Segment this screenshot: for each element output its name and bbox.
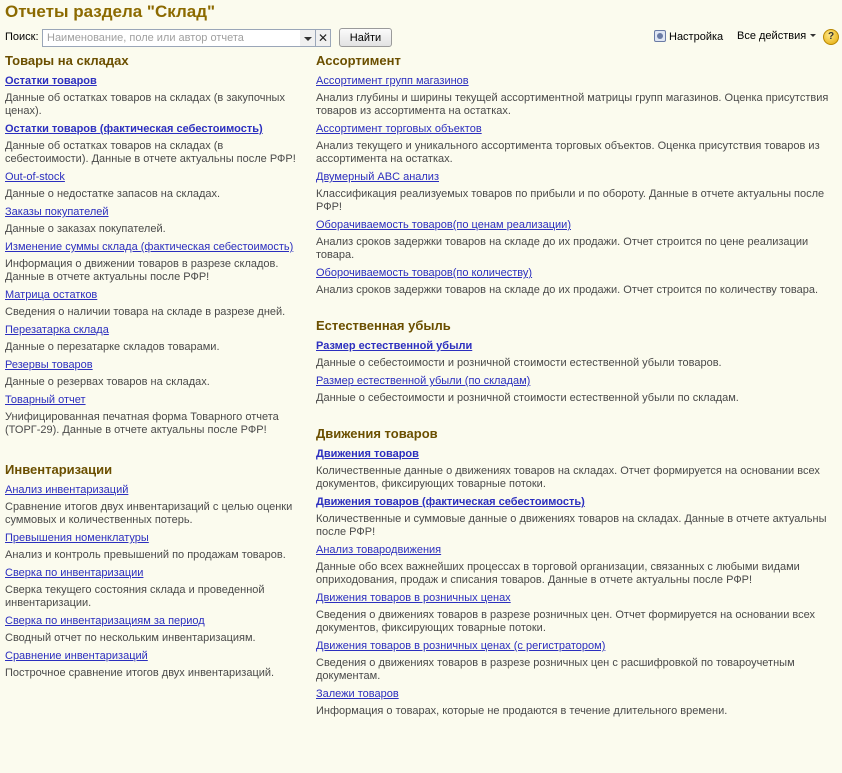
report-item [316, 539, 836, 587]
report-section [5, 52, 300, 437]
report-description: Построчное сравнение итогов двух инвентаризаций. [5, 667, 275, 679]
report-description: Данные о себестоимости и розничной стоимости естественной убыли товаров. [316, 357, 722, 369]
report-description: Сведения о движениях товаров в разрезе розничных цен с расшифровкой по товароучетным документам. [316, 657, 795, 682]
report-link[interactable]: Остатки товаров [5, 75, 97, 87]
report-description: Информация о товарах, которые не продаются в течение длительного времени. [316, 705, 728, 717]
report-link[interactable]: Ассортимент групп магазинов [316, 75, 469, 87]
report-item [316, 262, 836, 297]
chevron-down-icon [810, 34, 816, 37]
report-description: Данные об остатках товаров на складах (в закупочных ценах). [5, 92, 285, 117]
find-button[interactable]: Найти [339, 28, 392, 47]
report-item [316, 118, 836, 166]
report-item [5, 236, 300, 284]
report-link[interactable]: Сравнение инвентаризаций [5, 650, 148, 662]
clear-search-button[interactable]: ✕ [316, 29, 331, 47]
report-item [5, 645, 300, 680]
report-description: Анализ глубины и ширины текущей ассортиментной матрицы групп магазинов. Оценка присутствия товаров из ассортимента на остатках. [316, 92, 829, 117]
report-item [316, 683, 836, 718]
report-link[interactable]: Оборачиваемость товаров(по ценам реализации) [316, 219, 571, 231]
search-input[interactable] [42, 29, 302, 47]
report-link[interactable]: Остатки товаров (фактическая себестоимость) [5, 123, 263, 135]
report-item [5, 284, 300, 319]
report-item [5, 354, 300, 389]
report-link[interactable]: Сверка по инвентаризациям за период [5, 615, 205, 627]
report-link[interactable]: Движения товаров в розничных ценах (с регистратором) [316, 640, 606, 652]
report-link[interactable]: Изменение суммы склада (фактическая себестоимость) [5, 241, 294, 253]
report-link[interactable]: Ассортимент торговых объектов [316, 123, 482, 135]
report-link[interactable]: Заказы покупателей [5, 206, 109, 218]
report-description: Количественные и суммовые данные о движениях товаров на складах. Данные в отчете актуальны после РФР! [316, 513, 827, 538]
report-link[interactable]: Резервы товаров [5, 359, 93, 371]
report-link[interactable]: Залежи товаров [316, 688, 399, 700]
report-description: Данные об остатках товаров на складах (в себестоимости). Данные в отчете актуальны после РФР! [5, 140, 296, 165]
report-link[interactable]: Размер естественной убыли (по складам) [316, 375, 531, 387]
report-description: Сведения о движениях товаров в разрезе розничных цен. Отчет формируется на основании всех документов, фиксирующих товарные потоки. [316, 609, 815, 634]
report-item [316, 635, 836, 683]
search-history-dropdown-button[interactable] [300, 29, 316, 47]
all-actions-label: Все действия [737, 30, 807, 42]
report-item [316, 370, 836, 405]
report-item [316, 70, 836, 118]
help-icon[interactable]: ? [823, 29, 839, 45]
report-link[interactable]: Двумерный ABC анализ [316, 171, 439, 183]
report-description: Данные о перезатарке складов товарами. [5, 341, 220, 353]
report-description: Данные о себестоимости и розничной стоимости естественной убыли по складам. [316, 392, 739, 404]
report-description: Анализ сроков задержки товаров на складе до их продажи. Отчет строится по цене реализации товара. [316, 236, 809, 261]
report-item [5, 527, 300, 562]
report-item [5, 562, 300, 610]
report-description: Анализ текущего и уникального ассортимента торговых объектов. Оценка присутствия товаров из ассортимента на остатках. [316, 140, 820, 165]
report-link[interactable]: Сверка по инвентаризации [5, 567, 144, 579]
report-description: Анализ сроков задержки товаров на складе до их продажи. Отчет строится по количеству товара. [316, 284, 819, 296]
report-section [316, 52, 836, 297]
report-description: Количественные данные о движениях товаров на складах. Отчет формируется на основании всех документов, фиксирующих товарные потоки. [316, 465, 820, 490]
toolbar [0, 27, 842, 49]
settings-button[interactable] [654, 30, 723, 43]
report-item [5, 201, 300, 236]
report-description: Данные о резервах товаров на складах. [5, 376, 210, 388]
report-item [316, 335, 836, 370]
all-actions-menu[interactable] [737, 30, 816, 42]
report-description: Информация о движении товаров в разрезе складов. Данные в отчете актуальны после РФР! [5, 258, 279, 283]
report-description: Анализ и контроль превышений по продажам товаров. [5, 549, 286, 561]
section-title: Движения товаров [316, 426, 438, 441]
report-description: Сводный отчет по нескольким инвентаризациям. [5, 632, 256, 644]
report-link[interactable]: Анализ товародвижения [316, 544, 442, 556]
report-description: Классификация реализуемых товаров по прибыли и по обороту. Данные в отчете актуальны после РФР! [316, 188, 825, 213]
settings-icon [654, 30, 666, 42]
report-description: Данные о заказах покупателей. [5, 223, 166, 235]
report-item [316, 587, 836, 635]
report-item [5, 118, 300, 166]
report-link[interactable]: Превышения номенклатуры [5, 532, 149, 544]
report-link[interactable]: Перезатарка склада [5, 324, 109, 336]
report-description: Данные обо всех важнейших процессах в торговой организации, связанных с любыми видами оприходования, продаж и списания товаров. Данные в отчете актуальны после РФР! [316, 561, 800, 586]
report-link[interactable]: Анализ инвентаризаций [5, 484, 129, 496]
report-link[interactable]: Размер естественной убыли [316, 340, 473, 352]
report-link[interactable]: Движения товаров в розничных ценах [316, 592, 511, 604]
report-description: Унифицированная печатная форма Товарного отчета (ТОРГ-29). Данные в отчете актуальны после РФР! [5, 411, 279, 436]
right-column [316, 52, 836, 718]
report-item [316, 214, 836, 262]
section-title: Товары на складах [5, 53, 129, 68]
left-column [5, 52, 300, 680]
report-section [316, 317, 836, 405]
report-link[interactable]: Движения товаров (фактическая себестоимость) [316, 496, 585, 508]
report-description: Сравнение итогов двух инвентаризаций с целью оценки суммовых и количественных потерь. [5, 501, 293, 526]
report-item [5, 70, 300, 118]
report-description: Сверка текущего состояния склада и проведенной инвентаризации. [5, 584, 265, 609]
page-title: Отчеты раздела "Склад" [5, 2, 216, 21]
section-title: Ассортимент [316, 53, 401, 68]
settings-label: Настройка [669, 31, 724, 43]
report-item [5, 389, 300, 437]
report-item [316, 491, 836, 539]
report-link[interactable]: Товарный отчет [5, 394, 86, 406]
report-link[interactable]: Движения товаров [316, 448, 419, 460]
report-description: Данные о недостатке запасов на складах. [5, 188, 221, 200]
report-item [5, 479, 300, 527]
report-item [5, 319, 300, 354]
report-link[interactable]: Out-of-stock [5, 171, 65, 183]
report-section [5, 461, 300, 680]
report-link[interactable]: Матрица остатков [5, 289, 98, 301]
report-section [316, 425, 836, 718]
report-item [5, 610, 300, 645]
search-label: Поиск: [5, 31, 39, 43]
report-item [316, 166, 836, 214]
section-title: Инвентаризации [5, 462, 113, 477]
report-item [316, 443, 836, 491]
report-link[interactable]: Оборочиваемость товаров(по количеству) [316, 267, 533, 279]
report-item [5, 166, 300, 201]
section-title: Естественная убыль [316, 318, 451, 333]
report-description: Сведения о наличии товара на складе в разрезе дней. [5, 306, 286, 318]
